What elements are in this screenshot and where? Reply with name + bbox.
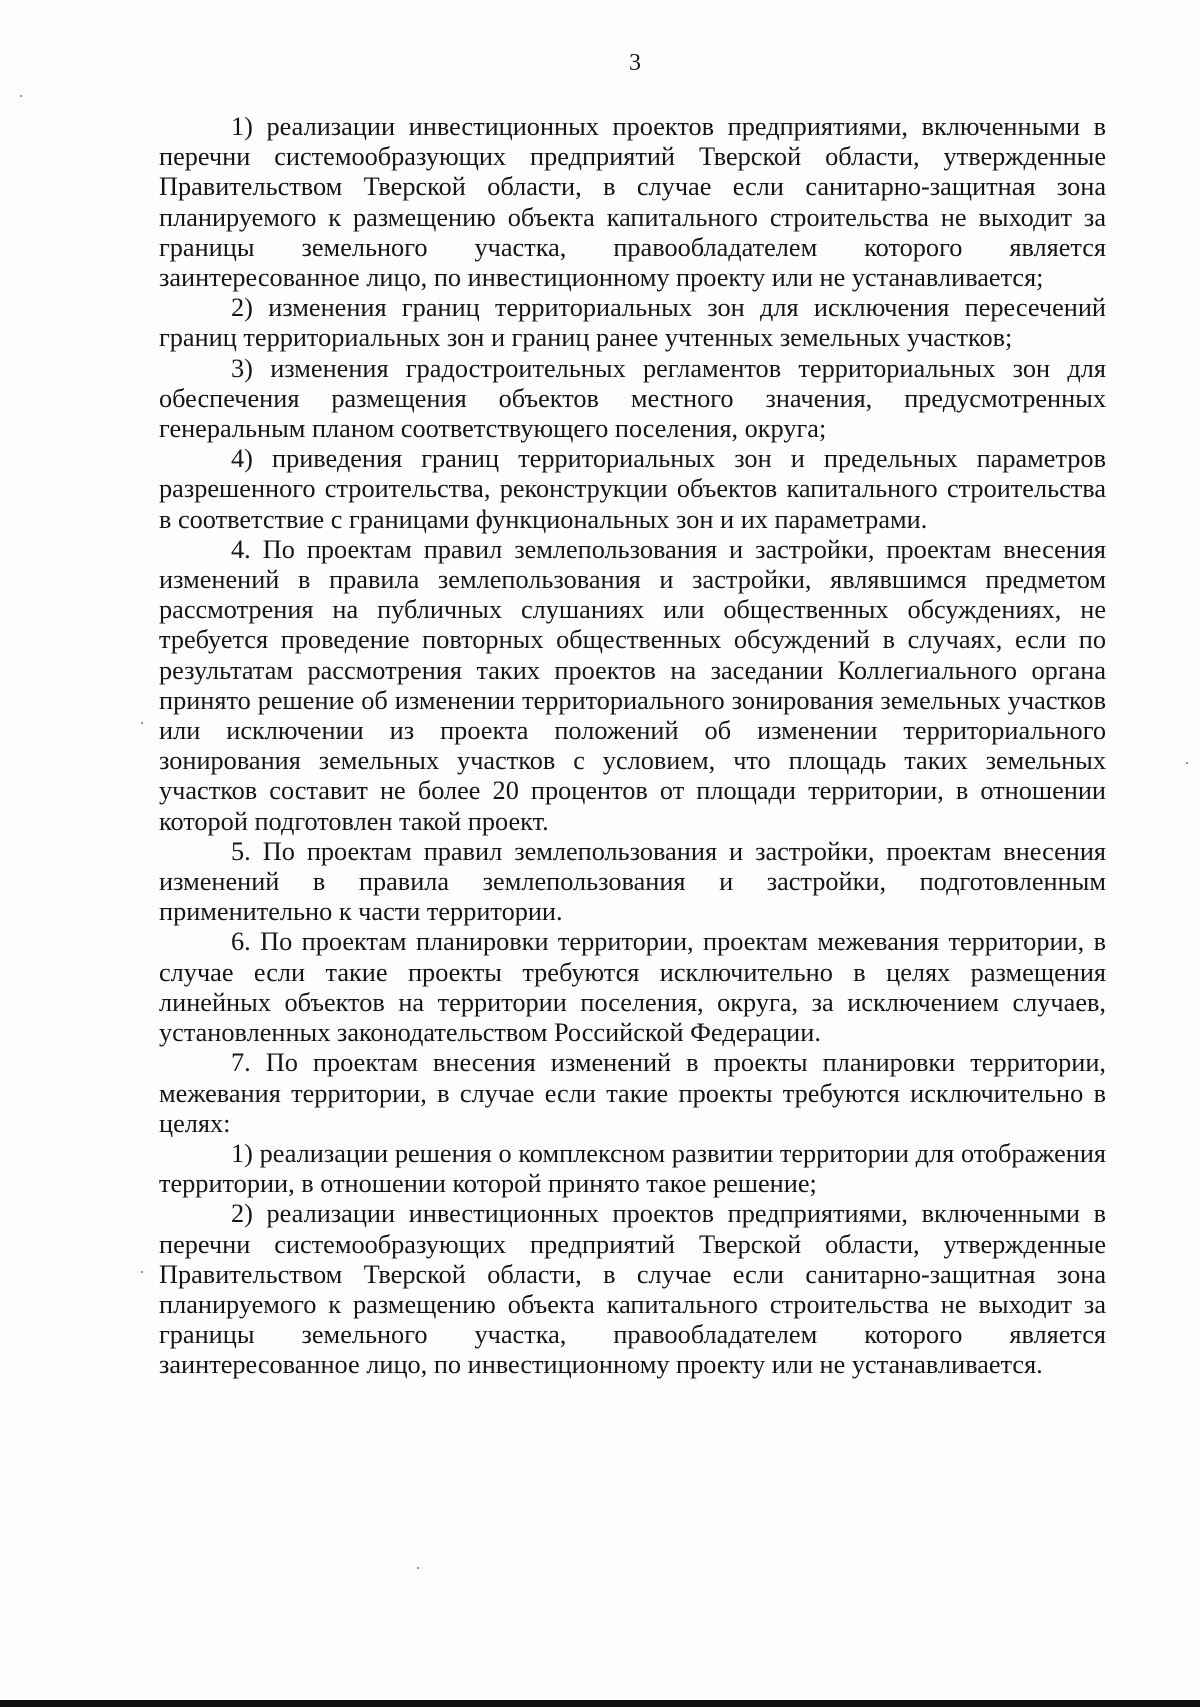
scan-speck xyxy=(141,1271,143,1273)
scan-speck xyxy=(417,1567,419,1569)
scan-speck xyxy=(141,722,143,724)
paragraph-1-4: 4) приведения границ территориальных зон и предельных параметров разрешенного строительства, реконструкции объектов капитального строительства в соответствие с границами функциональных зон и их параметрами. xyxy=(159,444,1106,534)
paragraph-1-3: 3) изменения градостроительных регламентов территориальных зон для обеспечения размещения объектов местного значения, предусмотренных генеральным планом соответствующего поселения, округа; xyxy=(159,353,1106,444)
paragraph-7-2: 2) реализации инвестиционных проектов предприятиями, включенными в перечни системообразующих предприятий Тверской области, утвержденные Правительством Тверской области, в случае если санитарно-защитная зона планируемого к размещению объекта капитального строительства не выходит за границы земельного участка, правообладателем которого является заинтересованное лицо, по инвестиционному проекту или не устанавливается. xyxy=(159,1199,1106,1380)
scan-speck xyxy=(20,95,22,97)
scan-edge-rule xyxy=(0,1700,1200,1707)
page-number: 3 xyxy=(629,50,641,76)
paragraph-1-2: 2) изменения границ территориальных зон для исключения пересечений границ территориальных зон и границ ранее учтенных земельных участков; xyxy=(159,293,1106,353)
paragraph-4: 4. По проектам правил землепользования и застройки, проектам внесения изменений в правила землепользования и застройки, являвшимся предметом рассмотрения на публичных слушаниях или общественных обсуждениях, не требуется проведение повторных общественных обсуждений в случаях, если по результатам рассмотрения таких проектов на заседании Коллегиального органа принято решение об изменении территориального зонирования земельных участков или исключении из проекта положений об изменении территориального зонирования земельных участков с условием, что площадь таких земельных участков составит не более 20 процентов от площади территории, в отношении которой подготовлен такой проект. xyxy=(159,534,1106,836)
paragraph-7: 7. По проектам внесения изменений в проекты планировки территории, межевания территории, в случае если такие проекты требуются исключительно в целях: xyxy=(159,1048,1106,1138)
paragraph-1-1: 1) реализации инвестиционных проектов предприятиями, включенными в перечни системообразующих предприятий Тверской области, утвержденные Правительством Тверской области, в случае если санитарно-защитная зона планируемого к размещению объекта капитального строительства не выходит за границы земельного участка, правообладателем которого является заинтересованное лицо, по инвестиционному проекту или не устанавливается; xyxy=(159,112,1106,293)
document-body xyxy=(159,112,1106,1381)
paragraph-5: 5. По проектам правил землепользования и застройки, проектам внесения изменений в правила землепользования и застройки, подготовленным применительно к части территории. xyxy=(159,836,1106,927)
scan-speck xyxy=(1186,762,1188,764)
paragraph-7-1: 1) реализации решения о комплексном развитии территории для отображения территории, в отношении которой принято такое решение; xyxy=(159,1138,1106,1199)
paragraph-6: 6. По проектам планировки территории, проектам межевания территории, в случае если такие проекты требуются исключительно в целях размещения линейных объектов на территории поселения, округа, за исключением случаев, установленных законодательством Российской Федерации. xyxy=(159,927,1106,1048)
